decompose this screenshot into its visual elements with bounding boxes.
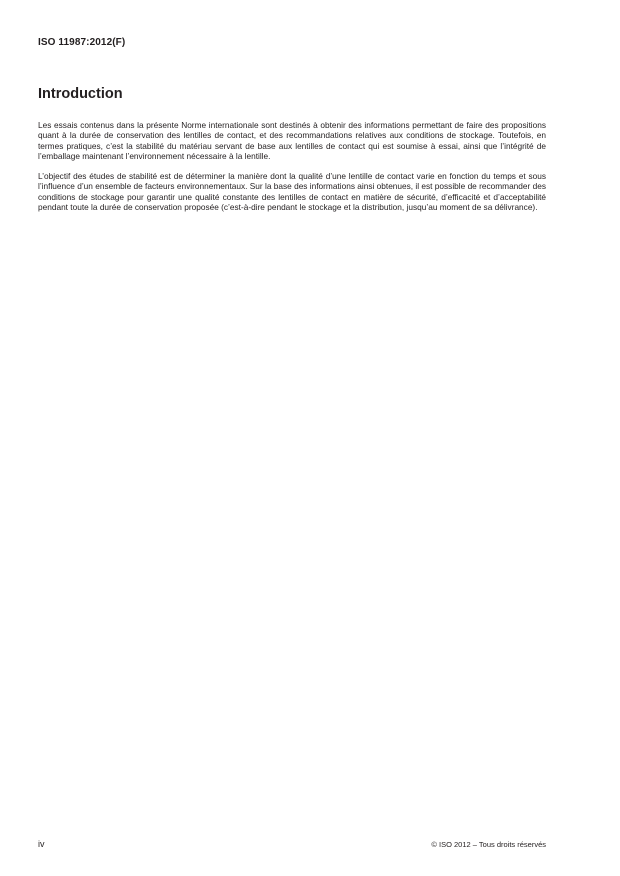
- paragraph: Les essais contenus dans la présente Norme internationale sont destinés à obtenir des informations permettant de faire des propositions quant à la durée de conservation des lentilles de contact, et des recommandations relatives aux conditions de stockage. Toutefois, en termes pratiques, c’est la stabilité du matériau servant de base aux lentilles de contact qui est soumise à essai, ainsi que l’intégrité de l’emballage maintenant l’environnement nécessaire à la lentille.: [38, 120, 546, 161]
- page-number: iv: [38, 839, 45, 849]
- section-title: Introduction: [38, 86, 123, 102]
- section-body: [38, 120, 546, 222]
- paragraph: L’objectif des études de stabilité est de déterminer la manière dont la qualité d’une lentille de contact varie en fonction du temps et sous l’influence d’un ensemble de facteurs environnementaux. Sur la base des informations ainsi obtenues, il est possible de recommander des conditions de stockage pour garantir une qualité constante des lentilles de contact en matière de sécurité, d’efficacité et d’acceptabilité pendant toute la durée de conservation proposée (c’est-à-dire pendant le stockage et la distribution, jusqu’au moment de sa délivrance).: [38, 171, 546, 213]
- copyright-notice: © ISO 2012 – Tous droits réservés: [431, 840, 546, 849]
- document-id: ISO 11987:2012(F): [38, 37, 126, 48]
